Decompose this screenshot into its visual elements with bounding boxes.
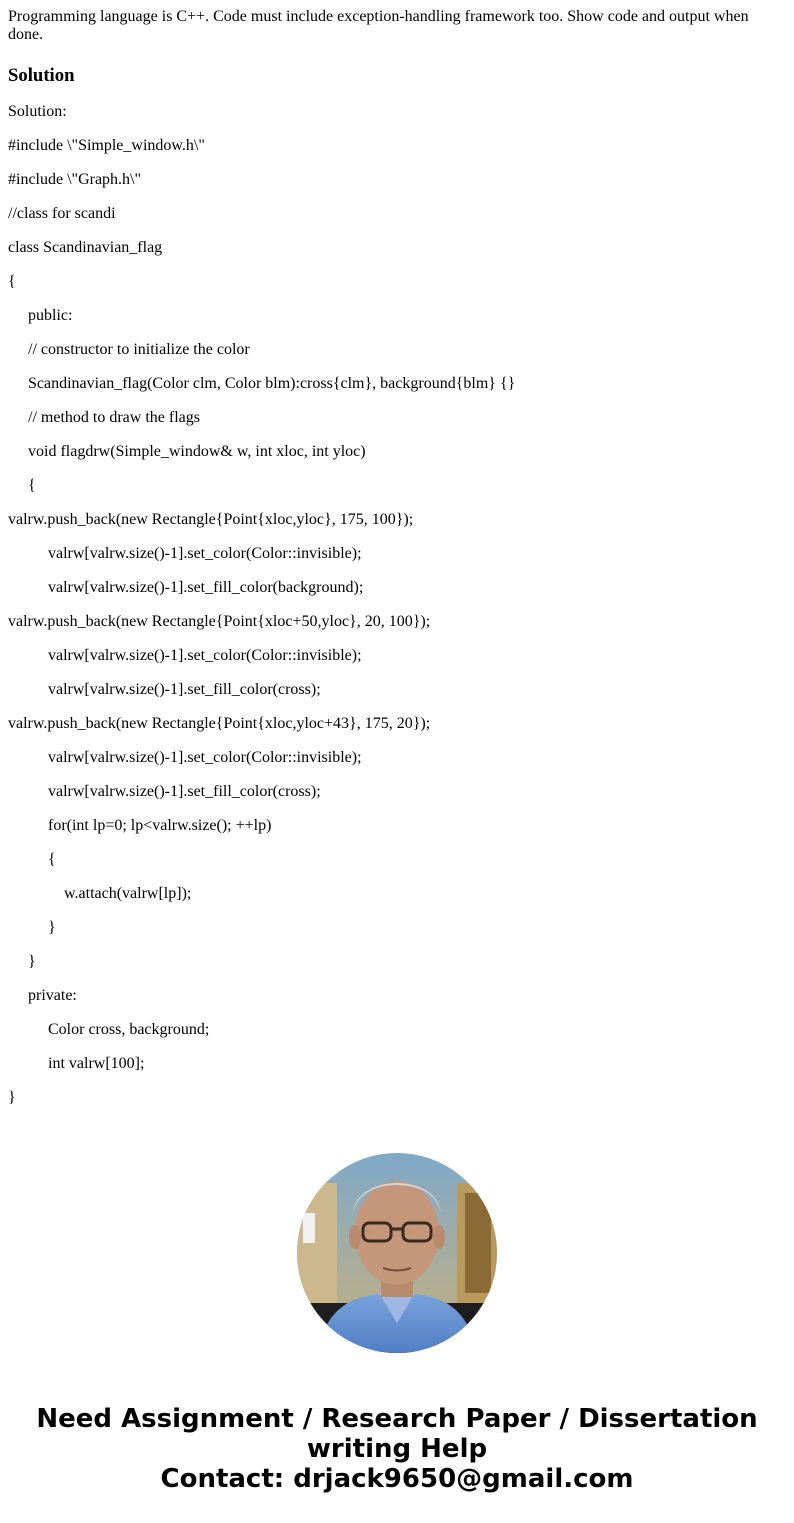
code-line: // constructor to initialize the color [8,341,250,358]
code-line: valrw[valrw.size()-1].set_color(Color::invisible); [8,647,362,664]
code-line: for(int lp=0; lp<valrw.size(); ++lp) [8,817,272,834]
code-line: valrw[valrw.size()-1].set_fill_color(cross); [8,681,321,698]
author-portrait-image [297,1153,497,1353]
code-line: } [8,1089,16,1106]
code-line: Solution: [8,103,67,120]
code-line: private: [8,987,77,1004]
code-line: w.attach(valrw[lp]); [8,885,192,902]
code-line: valrw[valrw.size()-1].set_fill_color(cross); [8,783,321,800]
question-text: Programming language is C++. Code must include exception-handling framework too. Show code and output when done. [8,8,749,43]
promo-banner [0,1404,794,1494]
code-line: int valrw[100]; [8,1055,145,1072]
code-line: class Scandinavian_flag [8,239,163,256]
promo-line-3: Contact: drjack9650@gmail.com [160,1464,634,1494]
code-line: Color cross, background; [8,1021,210,1038]
code-line: { [8,273,16,290]
code-line: void flagdrw(Simple_window& w, int xloc, int yloc) [8,443,366,460]
code-line: } [8,919,56,936]
promo-line-1: Need Assignment / Research Paper / Dissertation [36,1404,758,1434]
document-page [8,8,786,87]
code-line: valrw.push_back(new Rectangle{Point{xloc,yloc}, 175, 100}); [8,511,414,528]
promo-line-2: writing Help [306,1434,488,1464]
code-line: valrw[valrw.size()-1].set_color(Color::invisible); [8,545,362,562]
code-line: valrw.push_back(new Rectangle{Point{xloc+50,yloc}, 20, 100}); [8,613,431,630]
author-avatar [297,1153,497,1353]
code-line: #include \"Graph.h\" [8,171,142,188]
solution-heading: Solution [8,65,75,86]
code-line: valrw[valrw.size()-1].set_color(Color::invisible); [8,749,362,766]
code-line: public: [8,307,73,324]
code-line: } [8,953,36,970]
code-line: Scandinavian_flag(Color clm, Color blm):cross{clm}, background{blm} {} [8,375,516,392]
code-line: valrw.push_back(new Rectangle{Point{xloc,yloc+43}, 175, 20}); [8,715,431,732]
code-line: { [8,477,36,494]
code-line: // method to draw the flags [8,409,200,426]
code-line: { [8,851,56,868]
code-line: #include \"Simple_window.h\" [8,137,205,154]
code-line: valrw[valrw.size()-1].set_fill_color(background); [8,579,364,596]
code-line: //class for scandi [8,205,116,222]
